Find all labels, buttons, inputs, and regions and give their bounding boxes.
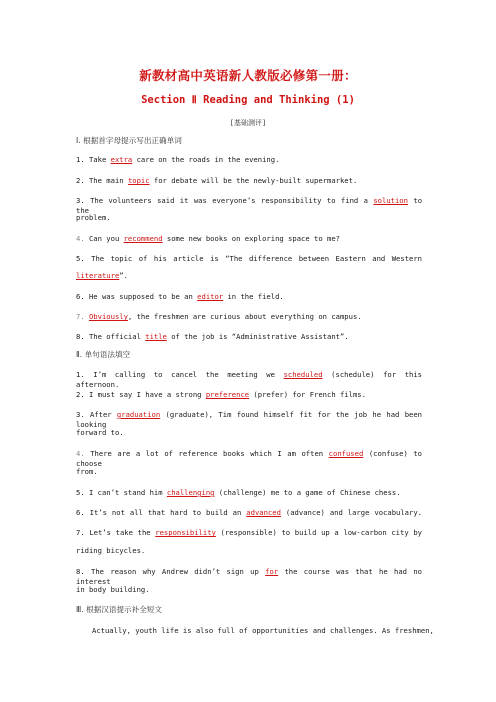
section-subtitle: Section Ⅱ Reading and Thinking (1) <box>141 94 355 106</box>
part1-item-6: 6. He was supposed to be an editor in the field. <box>76 292 284 301</box>
part1-item-3-cont: problem. <box>76 213 111 222</box>
answer: advanced <box>246 508 281 517</box>
part2-heading: Ⅱ. 单句语法填空 <box>76 350 131 359</box>
answer: title <box>145 332 167 341</box>
part2-item-4-cont: from. <box>76 467 98 476</box>
answer: responsibility <box>155 528 216 537</box>
part1-item-8: 8. The official title of the job is “Administrative Assistant”. <box>76 332 349 341</box>
answer: topic <box>127 176 150 185</box>
section-tag: [基础测评] <box>229 119 267 127</box>
part2-item-8: 8. The reason why Andrew didn’t sign up for the course was that he had no interest <box>76 567 423 586</box>
answer: challenging <box>166 488 215 497</box>
answer: graduation <box>116 410 161 419</box>
part2-item-6: 6. It’s not all that hard to build an advanced (advance) and large vocabulary. <box>76 508 422 517</box>
answer: editor <box>197 292 224 301</box>
answer: confused <box>328 449 364 458</box>
part2-item-7: 7. Let’s take the responsibility (responsible) to build up a low-carbon city by <box>76 528 422 537</box>
part1-item-4: 4. Can you recommend some new books on exploring space to me? <box>76 234 340 243</box>
part2-item-3-cont: forward to. <box>76 428 124 437</box>
part1-item-5: 5. The topic of his article is “The difference between Eastern and Western <box>76 254 423 263</box>
answer: recommend <box>123 234 163 243</box>
answer: Obviously <box>88 312 128 321</box>
part1-item-2: 2. The main topic for debate will be the newly-built supermarket. <box>76 176 358 185</box>
answer: scheduled <box>283 370 323 379</box>
part2-item-2: 2. I must say I have a strong preference (prefer) for French films. <box>76 390 366 399</box>
part2-item-8-cont: in body building. <box>76 585 150 594</box>
part3-paragraph: Actually, youth life is also full of opportunities and challenges. As freshmen, <box>92 626 434 635</box>
part2-item-1: 1. I’m calling to cancel the meeting we scheduled (schedule) for this afternoon. <box>76 370 423 389</box>
document-title: 新教材高中英语新人教版必修第一册： <box>139 68 357 83</box>
part1-item-3: 3. The volunteers said it was everyone’s responsibility to find a solution to the <box>76 196 423 215</box>
answer: extra <box>110 155 133 164</box>
answer: solution <box>373 196 408 205</box>
part2-item-7-cont: riding bicycles. <box>76 546 146 555</box>
answer: literature <box>76 271 120 280</box>
part2-item-5: 5. I can’t stand him challenging (challenge) me to a game of Chinese chess. <box>76 488 401 497</box>
part1-item-5-cont: literature”. <box>76 271 128 280</box>
answer: preference <box>205 390 250 399</box>
part3-heading: Ⅲ. 根据汉语提示补全短文 <box>76 605 162 614</box>
part2-item-3: 3. After graduation (graduate), Tim found himself fit for the job he had been looking <box>76 410 422 429</box>
part1-item-1: 1. Take extra care on the roads in the evening. <box>76 155 280 164</box>
answer: for <box>265 567 279 576</box>
part1-heading: Ⅰ. 根据首字母提示写出正确单词 <box>76 136 182 145</box>
part2-item-4: 4. There are a lot of reference books which I am often confused (confuse) to choose <box>76 449 422 468</box>
part1-item-7: 7. Obviously, the freshmen are curious about everything on campus. <box>76 312 362 321</box>
